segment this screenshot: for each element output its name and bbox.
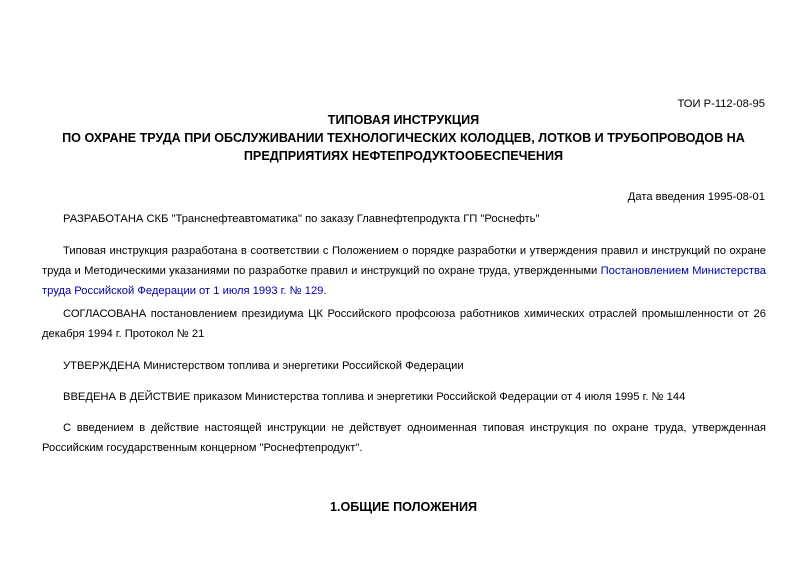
developed-paragraph: РАЗРАБОТАНА СКБ "Транснефтеавтоматика" по заказу Главнефтепродукта ГП "Роснефть" xyxy=(63,213,540,225)
basis-paragraph xyxy=(42,241,766,301)
title-line-2: ПО ОХРАНЕ ТРУДА ПРИ ОБСЛУЖИВАНИИ ТЕХНОЛОГИЧЕСКИХ КОЛОДЦЕВ, ЛОТКОВ И ТРУБОПРОВОДОВ НА xyxy=(62,131,745,145)
title-line-3: ПРЕДПРИЯТИЯХ НЕФТЕПРОДУКТООБЕСПЕЧЕНИЯ xyxy=(243,149,564,163)
title-line-1: ТИПОВАЯ ИНСТРУКЦИЯ xyxy=(327,113,480,127)
agreed-paragraph: СОГЛАСОВАНА постановлением президиума ЦК Российского профсоюза работников химических отраслей промышленности от 26 декабря 1994 г. Протокол № 21 xyxy=(42,308,766,340)
decree-link[interactable]: Постановлением Министерства труда Российской Федерации от 1 июля 1993 г. № 129 xyxy=(42,265,766,297)
section-heading: 1.ОБЩИЕ ПОЛОЖЕНИЯ xyxy=(329,500,478,514)
approved-paragraph: УТВЕРЖДЕНА Министерством топлива и энергетики Российской Федерации xyxy=(63,360,464,372)
basis-end: . xyxy=(323,285,327,297)
enacted-paragraph: ВВЕДЕНА В ДЕЙСТВИЕ приказом Министерства топлива и энергетики Российской Федерации от 4 июля 1995 г. № 144 xyxy=(63,391,686,403)
document-code: ТОИ Р-112-08-95 xyxy=(677,98,765,110)
effective-date: Дата введения 1995-08-01 xyxy=(627,191,765,203)
document-title xyxy=(20,111,787,165)
basis-text: Типовая инструкция разработана в соответствии с Положением о порядке разработки и утверждения правил и инструкций по охране труда и Методическими указаниями по разработке правил и инструкций по охране труда, утвержденными xyxy=(42,245,766,277)
replaces-paragraph: С введением в действие настоящей инструкции не действует одноименная типовая инструкция по охране труда, утвержденная Российским государственным концерном "Роснефтепродукт". xyxy=(42,422,766,454)
